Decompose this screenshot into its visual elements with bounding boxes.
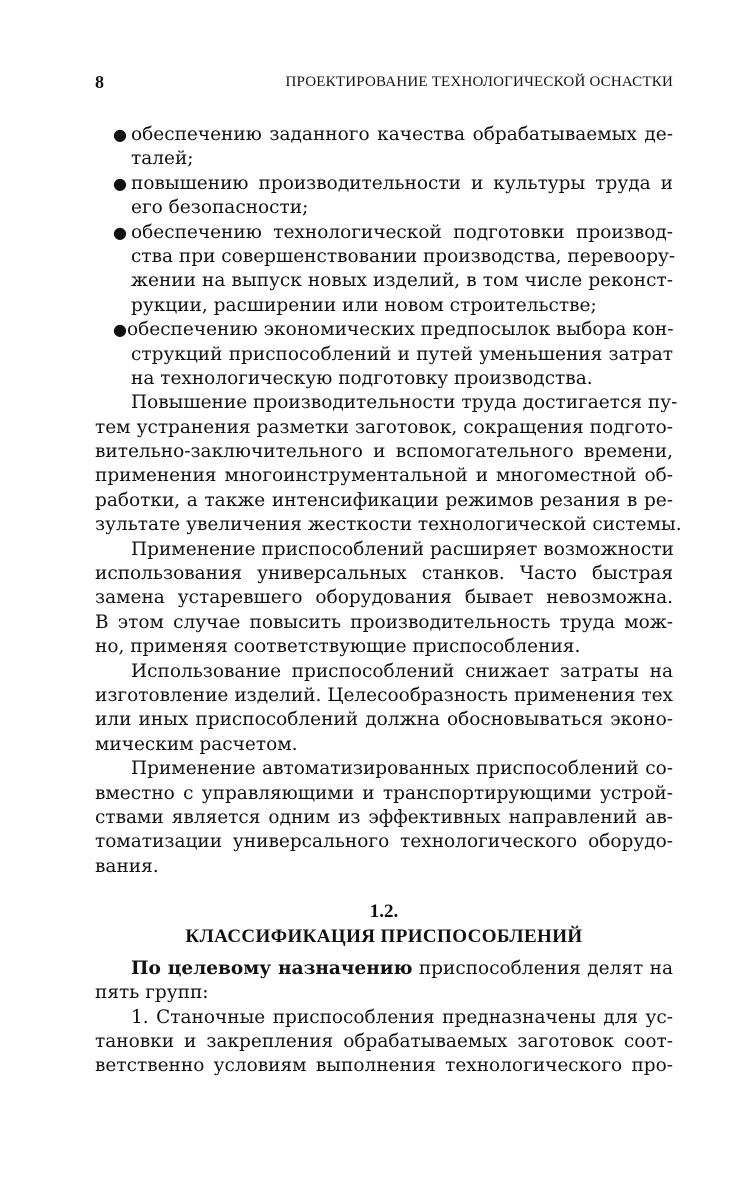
text-line: Применение автоматизированных приспособлений со- xyxy=(131,758,673,780)
bullet-item xyxy=(95,172,673,221)
bullet-icon: ● xyxy=(113,173,127,193)
text-line: Использование приспособлений снижает затраты на xyxy=(131,660,673,682)
page-number: 8 xyxy=(95,72,104,92)
paragraph xyxy=(95,391,682,537)
bullet-line: на технологическую подготовку производства. xyxy=(131,367,593,389)
bullet-item xyxy=(95,221,676,319)
bullet-item xyxy=(95,123,673,172)
text-line: Применение приспособлений расширяет возможности xyxy=(131,538,674,560)
text-line: работки, а также интенсификации режимов резания в ре- xyxy=(95,489,673,511)
bullet-item xyxy=(95,318,673,391)
text-line: тановки и закрепления обрабатываемых заготовок соот- xyxy=(95,1031,673,1053)
page-header xyxy=(95,72,673,98)
text-line xyxy=(95,957,673,981)
text-line: 1. Станочные приспособления предназначены для ус- xyxy=(131,1006,673,1028)
text-line: или иных приспособлений должна обосновываться эконо- xyxy=(95,709,673,731)
paragraph xyxy=(95,660,673,758)
bullet-line: обеспечению экономических предпосылок выбора кон- xyxy=(126,319,674,341)
text-line: В этом случае повысить производительность труда мож- xyxy=(95,611,673,633)
text-line: томатизации универсального технологического оборудо- xyxy=(95,831,673,853)
text-line: тем устранения разметки заготовок, сокращения подгото- xyxy=(95,416,673,438)
bullet-line: рукции, расширении или новом строительстве; xyxy=(131,294,597,316)
text-line: применения многоинструментальной и многоместной об- xyxy=(95,465,673,487)
text-line: Повышение производительности труда достигается пу- xyxy=(131,392,678,414)
paragraph xyxy=(95,538,673,660)
text-line: вместно с управляющими и транспортирующими устрой- xyxy=(95,782,673,804)
paragraph xyxy=(95,1006,673,1079)
bullet-line: талей; xyxy=(131,148,194,170)
text-line: зультате увеличения жесткости технологической системы. xyxy=(95,514,682,536)
running-head: ПРОЕКТИРОВАНИЕ ТЕХНОЛОГИЧЕСКОЙ ОСНАСТКИ xyxy=(285,74,673,90)
text-line: изготовление изделий. Целесообразность применения тех xyxy=(95,684,673,706)
bold-term: По целевому назначению xyxy=(131,957,413,979)
bullet-icon: ● xyxy=(113,320,127,340)
text-line: вительно-заключительного и вспомогательного времени, xyxy=(95,441,673,463)
text-line: ветственно условиям выполнения технологического про- xyxy=(95,1055,673,1077)
paragraph xyxy=(95,757,673,879)
text-span: приспособления делят на xyxy=(412,957,673,979)
text-line: замена устаревшего оборудования бывает невозможна. xyxy=(95,587,673,609)
bullet-icon: ● xyxy=(113,125,127,144)
bullet-line: обеспечению заданного качества обрабатываемых де- xyxy=(131,124,673,145)
text-line: вания. xyxy=(95,855,159,877)
page-body xyxy=(95,123,682,1079)
section-title: КЛАССИФИКАЦИЯ ПРИСПОСОБЛЕНИЙ xyxy=(185,925,583,947)
bullet-icon: ● xyxy=(113,222,127,242)
bullet-line: струкций приспособлений и путей уменьшения затрат xyxy=(131,343,673,365)
bullet-line: его безопасности; xyxy=(131,197,309,219)
bullet-line: жении на выпуск новых изделий, в том числе реконст- xyxy=(131,270,673,292)
paragraph xyxy=(95,957,673,1006)
text-line: мическим расчетом. xyxy=(95,733,298,755)
bullet-line: обеспечению технологической подготовки производ- xyxy=(131,221,673,243)
text-line: ствами является одним из эффективных направлений ав- xyxy=(95,806,673,828)
text-line: но, применяя соответствующие приспособления. xyxy=(95,636,581,658)
text-line: использования универсальных станков. Часто быстрая xyxy=(95,563,673,585)
text-line: пять групп: xyxy=(95,982,209,1004)
bullet-line: ства при совершенствовании производства, перевоору- xyxy=(131,245,676,267)
section-number: 1.2. xyxy=(369,901,399,923)
bullet-line: повышению производительности и культуры труда и xyxy=(131,172,673,194)
